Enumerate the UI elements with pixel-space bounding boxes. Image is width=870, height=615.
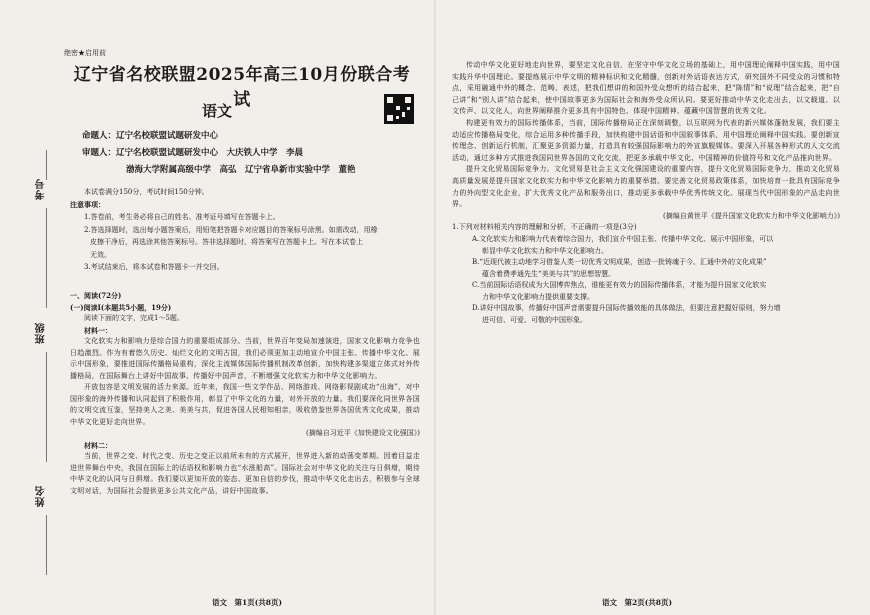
note-item: 1.答卷前，考生务必将自己的姓名、准考证号填写在答题卡上。 [84, 213, 280, 221]
reviewer-line: 渤海大学附属高级中学 高弘 辽宁省阜新市实验中学 董艳 [126, 165, 356, 175]
author-block [82, 128, 356, 179]
margin-line [46, 208, 47, 308]
material-label: 材料二： [84, 440, 112, 450]
sub-heading: (一)阅读Ⅰ(本题共5小题，19分) [70, 302, 172, 312]
page-footer-left: 语文 第1页(共8页) [212, 598, 283, 607]
page-footer-right: 语文 第2页(共8页) [602, 598, 673, 607]
secret-mark: 绝密★启用前 [64, 49, 106, 57]
material-paragraph: 提升文化贸易国际竞争力。文化贸易是社会主义文化强国建设的重要内容，提升文化贸易国际竞争力，推动文化贸易高质量发展是提升国家文化软实力和中华文化影响力的重要举措。要完善文化贸易政策体系，加快培育一批具有国际竞争力的外向型文化企业，扩大优秀文化产品和服务出口，推动更多承载中华优秀传统文化、展现当代中国形象的产品走向世界。 [452, 165, 840, 209]
margin-line [46, 150, 47, 180]
material-paragraph: 构建更有效力的国际传播体系，当前，国际传播格局正在深刻调整，以互联网为代表的新兴媒体蓬勃发展，我们要主动适应传播格局变化，综合运用多种传播手段，加快构建中国话语和中国叙事体系，用中国理论阐释中国实践。要创新宣传理念、创新运行机制，汇聚更多资源力量，打造具有较强国际影响力的外宣旗舰媒体。要深入开展各种形式的人文交流活动，通过多种方式推进我国同世界各国的文化交流，把更多承载中华文化、中国精神的价值符号和文化产品推向世界。 [452, 118, 840, 162]
margin-line [46, 352, 47, 462]
material-paragraph: 文化软实力和影响力是综合国力的重要组成部分。当前，世界百年变局加速演进，国家文化影响力竞争也日趋激烈。作为有着悠久历史、灿烂文化的文明古国，我们必须更加主动地宣介中国主张、传播中华文化、展示中国形象，要推进国际传播格局重构，深化主流媒体国际传播机制改革创新，加快构建多渠道立体式对外传播格局，在国际舞台上讲好中国故事、传播好中国声音，不断增强文化软实力和中华文化影响力。 [70, 337, 420, 380]
exam-notes [70, 186, 420, 274]
question-stem: 1.下列对材料相关内容的理解和分析，不正确的一项是(3分) [452, 223, 637, 232]
subject-title: 语文 [202, 102, 233, 120]
proposer-line: 命题人：辽宁名校联盟试题研发中心 [82, 131, 219, 141]
option-b: B.“近现代被主动地学习借鉴人类一切优秀文明成果，创造一批铸魂于今、汇通中外的文化成果” [472, 258, 767, 267]
part-heading: 一、阅读(72分) [70, 291, 122, 300]
option-a: A.文化软实力和影响力代表着综合国力，我们宣介中国主张、传播中华文化、展示中国形象，可以 [472, 234, 774, 243]
exam-title: 辽宁省名校联盟2025年高三10月份联合考试 [73, 65, 411, 110]
margin-line [46, 515, 47, 575]
instruction: 阅读下面的文字，完成1～5题。 [84, 314, 184, 322]
exam-no-label: 考号 [36, 178, 47, 200]
left-page [62, 0, 427, 615]
material-source: (摘编自习近平《加快建设文化强国》) [306, 429, 420, 437]
material-source: (摘编自黄世平《提升国家文化软实力和中华文化影响力》) [663, 211, 840, 220]
option-d-cont: 进可信、可爱、可敬的中国形象。 [482, 316, 587, 325]
option-b-cont: 蕴含着费孝通先生“美美与共”的思想智慧。 [482, 269, 616, 278]
material-paragraph: 开放包容是文明发展的活力来源。近年来，我国一些文学作品、网络游戏、网络影视剧成功“出海”，对中国形象的海外传播和认同起到了积极作用，彰显了中华文化的力量，对外开放的力量。我们要深化同世界各国的文明交流互鉴，坚持美人之美、美美与共，促进各国人民相知相亲，吸收借鉴世界各国优秀文化成果，推动中华文化更好走向世界。 [70, 383, 420, 426]
right-page [452, 0, 842, 615]
note-item: 皮擦干净后，再选涂其他答案标号。答非选择题时，将答案写在答题卡上。写在本试卷上 [90, 238, 363, 246]
option-a-cont: 彰显中华文化软实力和中华文化影响力。 [482, 246, 608, 255]
reviewer-line: 审题人：辽宁名校联盟试题研发中心 大庆铁人中学 李晨 [82, 148, 304, 158]
notes-title: 注意事项： [70, 199, 105, 209]
right-text [452, 60, 840, 327]
material-label: 材料一： [84, 325, 112, 335]
material-paragraph: 传动中华文化更好地走向世界，要坚定文化自信，在坚守中华文化立场的基础上，用中国理论阐释中国实践，用中国实践升华中国理论。要提炼展示中华文明的精神标识和文化精髓，创新对外话语表达方式，研究国外不同受众的习惯和特点，采用融通中外的概念、范畴、表述，把我们想讲的和国外受众想听的结合起来，把“陈情”和“说理”结合起来，把“自己讲”和“别人讲”结合起来，使中国故事更多为国际社会和海外受众所认同。要更好推动中华文化走出去，以文载道、以文传声、以文化人，向世界阐释推介更多具有中国特色、体现中国精神、蕴藏中国智慧的优秀文化。 [452, 61, 840, 116]
class-label: 班级 [36, 322, 47, 344]
note-item: 2.答选择题时，选出每小题答案后，用铅笔把答题卡对应题目的答案标号涂黑。如需改动，用橡 [84, 225, 378, 234]
reading-section [70, 290, 420, 497]
option-c-cont: 力和中华文化影响力提供重要支撑。 [482, 292, 594, 301]
score-time: 本试卷满分150分，考试时间150分钟。 [84, 188, 209, 196]
qr-code-icon [384, 94, 414, 124]
note-item: 3.考试结束后，将本试卷和答题卡一并交回。 [84, 263, 224, 271]
name-label: 姓名 [36, 485, 47, 507]
material-paragraph: 当前，世界之变、时代之变、历史之变正以前所未有的方式展开，世界进入新的动荡变革期。因着目益走进世界舞台中央，我国在国际上的话语权和影响力也“水涨船高”。国际社会对中华文化的关注与日俱增，期待中华文化的认同与日俱增。我们要以更加开放的姿态、更加自信的步伐，推动中华文化走出去，积极参与全球文明对话，为国际社会提供更多公共文化产品，讲好中国故事。 [70, 452, 420, 495]
binding-margin [0, 0, 60, 615]
option-c: C.当前国际话语权成为大国博弈焦点，谁能更有效力的国际传播体系，才能为提升国家文化软实 [472, 281, 767, 290]
note-item: 无效。 [90, 250, 111, 259]
page-fold [434, 0, 436, 615]
option-d: D.讲好中国故事，传播好中国声音需要提升国际传播效能的具体做法，但要注意把握好原则，努力增 [472, 304, 781, 313]
